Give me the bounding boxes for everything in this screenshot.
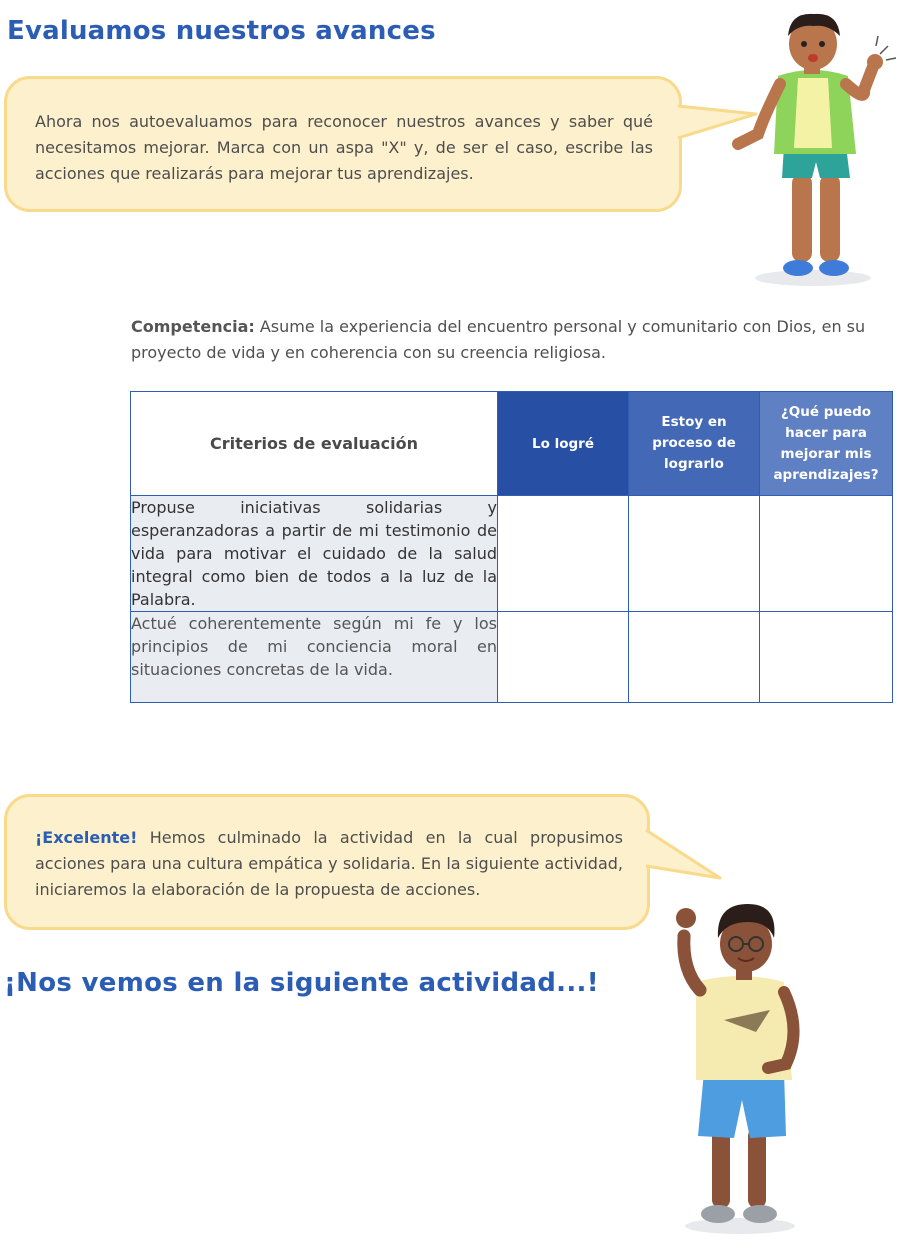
instructions-text: Ahora nos autoevaluamos para reconocer nuestros avances y saber qué necesitamos mejorar. Marca con un aspa "X" y, de ser el caso, escribe las acciones que realizarás para mejorar tus aprendizajes.: [35, 112, 653, 183]
table-row: [131, 612, 893, 703]
competency-text: Asume la experiencia del encuentro personal y comunitario con Dios, en su proyecto de vida y en coherencia con su creencia religiosa.: [131, 317, 866, 362]
improvement-actions-cell[interactable]: [760, 496, 893, 612]
header-achieved: Lo logré: [498, 392, 629, 496]
criterion-cell: Propuse iniciativas solidarias y esperanzadoras a partir de mi testimonio de vida para motivar el cuidado de la salud integral como bien de todos a la luz de la Palabra.: [131, 496, 498, 612]
in-process-checkbox-cell[interactable]: [629, 496, 760, 612]
table-header-row: [131, 392, 893, 496]
excelente-highlight: ¡Excelente!: [35, 828, 138, 847]
in-process-checkbox-cell[interactable]: [629, 612, 760, 703]
speech-bubble-tail: [646, 826, 726, 886]
competency-statement: [131, 314, 898, 366]
speech-bubble-closing: [4, 794, 650, 930]
achieved-checkbox-cell[interactable]: [498, 496, 629, 612]
header-in-process: Estoy en proceso de lograrlo: [629, 392, 760, 496]
improvement-actions-cell[interactable]: [760, 612, 893, 703]
student-illustration-boy-pointing: [728, 6, 898, 296]
student-illustration-boy-waving: [660, 900, 820, 1240]
closing-heading: ¡Nos vemos en la siguiente actividad...!: [4, 968, 599, 998]
page-title: Evaluamos nuestros avances: [7, 16, 436, 46]
achieved-checkbox-cell[interactable]: [498, 612, 629, 703]
closing-message-text: Hemos culminado la actividad en la cual propusimos acciones para una cultura empática y solidaria. En la siguiente actividad, iniciaremos la elaboración de la propuesta de acciones.: [35, 828, 623, 899]
speech-bubble-instructions: [4, 76, 682, 212]
evaluation-table: [130, 391, 893, 703]
closing-message: [35, 825, 623, 903]
competency-label: Competencia:: [131, 317, 255, 336]
table-row: [131, 496, 893, 612]
criterion-cell: Actué coherentemente según mi fe y los principios de mi conciencia moral en situaciones concretas de la vida.: [131, 612, 498, 703]
header-improve: ¿Qué puedo hacer para mejorar mis aprendizajes?: [760, 392, 893, 496]
header-criteria: Criterios de evaluación: [131, 392, 498, 496]
